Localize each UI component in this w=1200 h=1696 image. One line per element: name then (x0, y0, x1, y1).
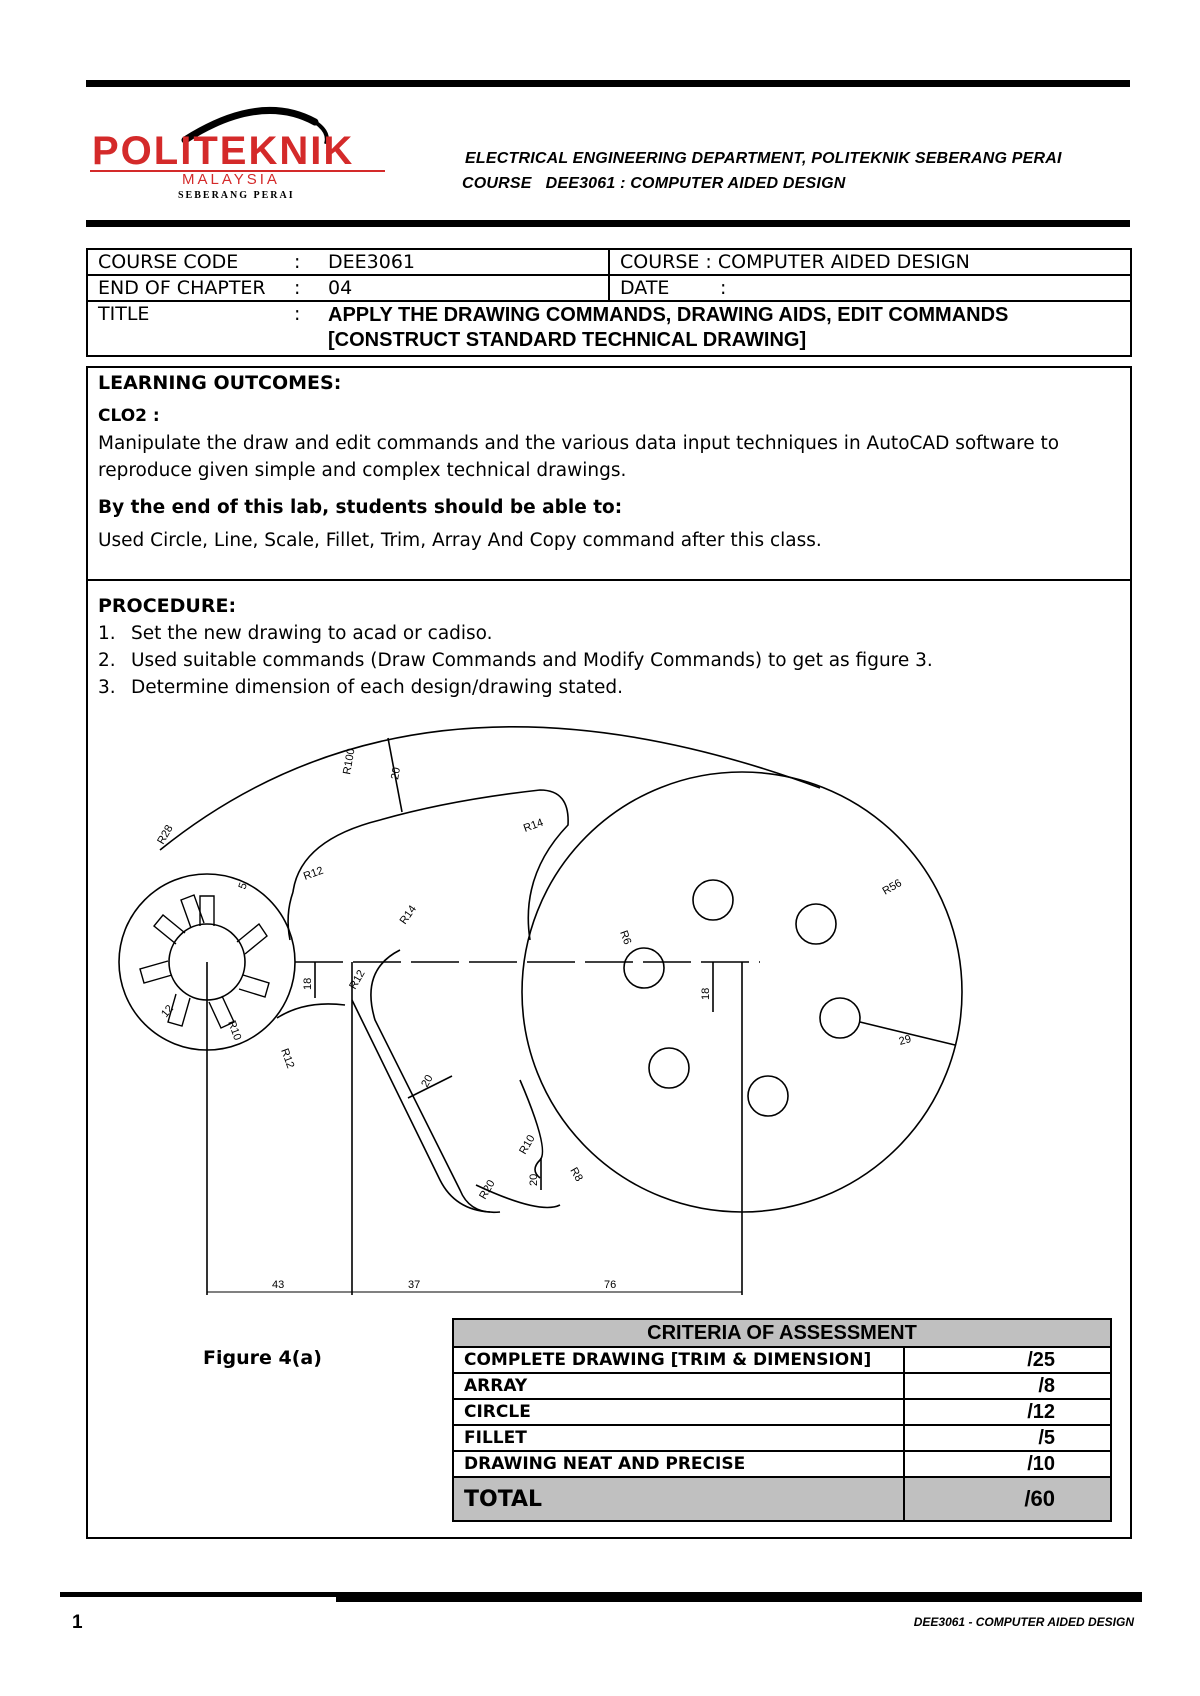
criterion: COMPLETE DRAWING [TRIM & DIMENSION] (453, 1347, 904, 1373)
dim-label: R20 (477, 1178, 498, 1202)
figure-caption: Figure 4(a) (203, 1347, 322, 1369)
hole (820, 998, 860, 1038)
top-rule (86, 80, 1130, 87)
dim-label: 76 (604, 1279, 617, 1291)
date-label: DATE (620, 277, 670, 299)
dim-label: R56 (880, 877, 904, 898)
logo-campus: SEBERANG PERAI (178, 190, 295, 201)
criterion: DRAWING NEAT AND PRECISE (453, 1451, 904, 1477)
hub-slots (140, 895, 269, 1028)
colon: : (294, 251, 301, 273)
total-label: TOTAL (453, 1477, 904, 1521)
course-code-label: COURSE CODE (98, 251, 239, 273)
hole (649, 1048, 689, 1088)
header-department: ELECTRICAL ENGINEERING DEPARTMENT, POLITEKNIK SEBERANG PERAI (465, 150, 1062, 167)
dim-label: 37 (408, 1279, 421, 1291)
footer-rule-thick (336, 1594, 1142, 1602)
dim-label: R12 (301, 864, 325, 883)
header-course: COURSE DEE3061 : COMPUTER AIDED DESIGN (462, 175, 846, 192)
procedure-step-text: Used suitable commands (Draw Commands and Modify Commands) to get as figure 3. (131, 650, 933, 671)
title-line-1: APPLY THE DRAWING COMMANDS, DRAWING AIDS, EDIT COMMANDS (328, 304, 1009, 326)
procedure-step-text: Set the new drawing to acad or cadiso. (131, 623, 493, 644)
colon: : (294, 303, 301, 325)
criterion: ARRAY (453, 1373, 904, 1399)
title-label: TITLE (98, 303, 150, 325)
dim-label: R10 (517, 1133, 538, 1157)
inner-arc (293, 790, 568, 940)
politeknik-logo (90, 92, 390, 204)
table-row (453, 1399, 1111, 1425)
course-name-label: COURSE : COMPUTER AIDED DESIGN (620, 251, 970, 273)
table-row (453, 1347, 1111, 1373)
objective-text: Used Circle, Line, Scale, Fillet, Trim, Array And Copy command after this class. (98, 530, 822, 551)
technical-drawing (0, 700, 1200, 1300)
dim-label: 20 (419, 1072, 436, 1090)
hole (624, 948, 664, 988)
course-code-value: DEE3061 (328, 251, 415, 273)
table-row (453, 1425, 1111, 1451)
outer-tangent-arc (160, 727, 820, 850)
score: /5 (904, 1425, 1111, 1451)
dim-label: 5 (236, 881, 250, 892)
page-number: 1 (72, 1612, 83, 1633)
criterion: FILLET (453, 1425, 904, 1451)
score: /12 (904, 1399, 1111, 1425)
hole (796, 904, 836, 944)
arm-upper-edge (371, 950, 500, 1212)
logo-brand: POLITEKNIK (92, 129, 355, 173)
footer-course: DEE3061 - COMPUTER AIDED DESIGN (913, 1615, 1134, 1629)
score: /25 (904, 1347, 1111, 1373)
chapter-value: 04 (328, 277, 353, 299)
hole (693, 880, 733, 920)
header-bottom-rule (86, 220, 1130, 227)
logo-country: MALAYSIA (182, 171, 280, 188)
dim-label: 29 (897, 1033, 913, 1048)
table-row (453, 1451, 1111, 1477)
dim-label: R12 (347, 968, 368, 992)
title-line-2: [CONSTRUCT STANDARD TECHNICAL DRAWING] (328, 329, 807, 351)
dim-label: 18 (700, 987, 712, 1000)
dim-label: R14 (397, 903, 420, 927)
assessment-table (452, 1318, 1112, 1522)
dim-label: 20 (389, 766, 404, 781)
dim-label: R100 (341, 747, 358, 776)
criterion: CIRCLE (453, 1399, 904, 1425)
hole (748, 1076, 788, 1116)
clo-text: Manipulate the draw and edit commands and the various data input techniques in AutoCAD software to reproduce given simple and complex technical drawings. (98, 433, 1060, 481)
procedure-step-text: Determine dimension of each design/drawing stated. (131, 677, 624, 698)
arm-lower-edge (352, 1000, 490, 1212)
arm-r10 (520, 1080, 543, 1178)
dim-label: R28 (155, 823, 176, 847)
procedure-step: 3. Determine dimension of each design/drawing stated. (98, 677, 624, 698)
procedure-step: 2. Used suitable commands (Draw Commands and Modify Commands) to get as figure 3. (98, 650, 933, 671)
colon: : (294, 277, 301, 299)
total-row (453, 1477, 1111, 1521)
table-row (453, 1373, 1111, 1399)
assessment-title: CRITERIA OF ASSESSMENT (453, 1319, 1111, 1347)
dim-label: R8 (567, 1165, 585, 1184)
total-score: /60 (904, 1477, 1111, 1521)
score: /10 (904, 1451, 1111, 1477)
objective-heading: By the end of this lab, students should be able to: (98, 497, 623, 518)
clo-label: CLO2 : (98, 406, 160, 426)
learning-outcomes-box (86, 366, 1132, 581)
dim-label: R14 (521, 816, 545, 835)
dim-label: R10 (225, 1018, 244, 1042)
dim-label: 18 (302, 977, 314, 990)
procedure-step: 1. Set the new drawing to acad or cadiso. (98, 623, 493, 644)
dim-label: 43 (272, 1279, 285, 1291)
dim-label: R6 (617, 928, 634, 947)
score: /8 (904, 1373, 1111, 1399)
chapter-label: END OF CHAPTER (98, 277, 266, 299)
outcomes-heading: LEARNING OUTCOMES: (98, 372, 342, 394)
dim-label: 12 (159, 1002, 177, 1020)
colon: : (720, 277, 727, 299)
dim-label: R12 (278, 1046, 297, 1070)
dim-label: 20 (528, 1173, 540, 1186)
course-info-table (86, 248, 1132, 357)
procedure-heading: PROCEDURE: (98, 595, 237, 617)
hub-arm-fillet (277, 1004, 345, 1018)
